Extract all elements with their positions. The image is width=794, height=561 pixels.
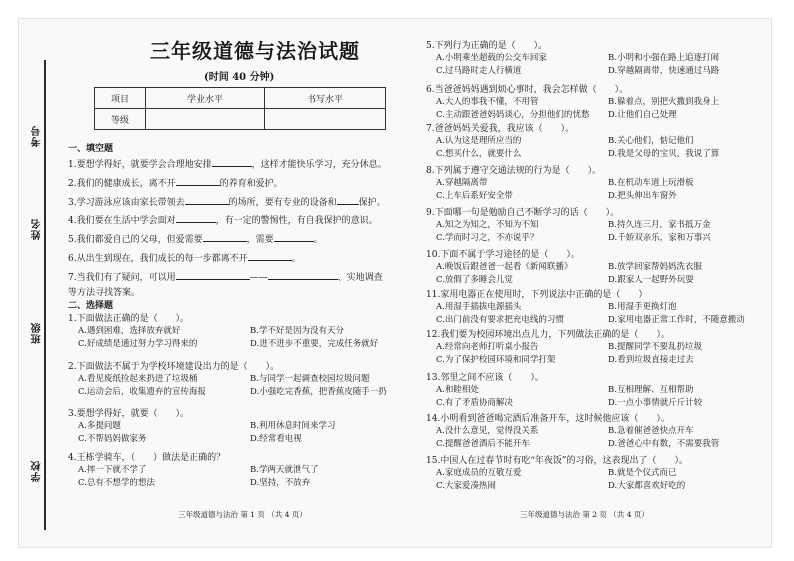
answer-blank[interactable] [274, 232, 314, 242]
answer-blank[interactable] [176, 270, 250, 280]
fill-item-7: 7.当我们有了疑问，可以用 —— 、实地调查 [68, 270, 383, 283]
question-11-stem: 11.家用电器正在使用时，下列说法中正确的是（ ） [426, 290, 648, 300]
question-10-option-a[interactable]: A.晚饭后跟爸爸一起看《新闻联播》 [436, 262, 573, 272]
question-10-option-b[interactable]: B.放学回家帮妈妈洗衣服 [608, 262, 702, 272]
question-2-option-c[interactable]: C.运动会后，收集遗弃的宣传海报 [78, 387, 206, 397]
fill-item-2: 2.我们的健康成长，离不开 的养育和爱护。 [68, 176, 283, 189]
question-5-option-b[interactable]: B.小明和小强在路上追逐打闹 [608, 53, 719, 63]
question-7-option-d[interactable]: D.我是父母的宝贝，我说了算 [608, 149, 720, 159]
answer-blank[interactable] [248, 251, 292, 261]
question-9-option-d[interactable]: D.千娇双亲乐，家和万事兴 [608, 233, 711, 243]
question-2-option-d[interactable]: D.小强吃完香蕉，把香蕉皮随手一扔 [250, 387, 387, 397]
question-11-option-d[interactable]: D.家用电器正常工作时，不随意搬动 [608, 315, 745, 325]
question-8-option-c[interactable]: C.上车后系好安全带 [436, 191, 513, 201]
answer-blank[interactable] [176, 176, 220, 186]
answer-blank[interactable] [176, 213, 216, 223]
question-6-option-b[interactable]: B.躲着点，别把火撒到我身上 [608, 97, 719, 107]
fill-item-5: 5.我们都爱自己的父母，但爱需要 ，需要 。 [68, 232, 323, 245]
question-11-option-c[interactable]: C.出门前没有要求把充电线的习惯 [436, 315, 564, 325]
question-10-option-d[interactable]: D.跟家人一起野外玩耍 [608, 275, 694, 285]
fill-item-6: 6.从出生到现在，我们成长的每一步都离不开 。 [68, 251, 301, 264]
question-14-option-c[interactable]: C.提醒爸爸酒后不能开车 [436, 439, 530, 449]
question-4-stem: 4.王栋学骑车，（ ）做法是正确的？ [68, 453, 226, 463]
grade-table [94, 87, 386, 130]
question-4-option-c[interactable]: C.总有不想学的想法 [78, 478, 155, 488]
answer-blank[interactable] [203, 232, 247, 242]
question-13-option-c[interactable]: C.有了矛盾协商解决 [436, 398, 513, 408]
question-15-option-d[interactable]: D.大家都喜欢好吃的 [608, 481, 686, 491]
grade-academic-cell[interactable] [146, 109, 265, 130]
question-1-option-a[interactable]: A.遇到困难，选择放弃就好 [78, 326, 181, 336]
grade-row-label: 等级 [95, 109, 146, 130]
question-12-stem: 12.我们要为校园环境出点儿力，下列做法正确的是（ ）。 [426, 330, 670, 340]
question-14-stem: 14.小明看到爸爸喝完酒后准备开车，这时候他应该（ ）。 [426, 414, 670, 424]
question-7-stem: 7.爸爸妈妈关爱我，我应该（ ）。 [426, 124, 575, 134]
question-8-option-a[interactable]: A.穿越隔离带 [436, 178, 488, 188]
question-12-option-b[interactable]: B.提醒同学不要乱扔垃圾 [608, 342, 702, 352]
answer-blank[interactable] [337, 195, 359, 205]
question-7-option-c[interactable]: C.想买什么，就要什么 [436, 149, 522, 159]
grade-header-academic: 学业水平 [146, 88, 265, 109]
question-1-stem: 1.下面做法正确的是（ ）。 [68, 314, 190, 324]
exam-subtitle: (时间 40 分钟) [204, 72, 275, 83]
question-11-option-a[interactable]: A.用湿手插拔电源插头 [436, 302, 522, 312]
question-2-option-a[interactable]: A.看见废纸捡起来扔进了垃圾桶 [78, 374, 198, 384]
question-2-option-b[interactable]: B.与同学一起调查校园垃圾问题 [250, 374, 370, 384]
question-8-stem: 8.下列属于遵守交通法规的行为是（ ）。 [426, 166, 602, 176]
question-12-option-c[interactable]: C.为了保护校园环境和同学打架 [436, 355, 556, 365]
question-6-option-d[interactable]: D.让他们自己处理 [608, 110, 677, 120]
question-15-option-c[interactable]: C.大家爱凑热闹 [436, 481, 496, 491]
question-3-option-b[interactable]: B.利用休息时间来学习 [250, 421, 336, 431]
fill-item-4: 4.我们要在生活中学会面对 ，有一定的警惕性，有自我保护的意识。 [68, 213, 378, 226]
sidebar-label-xingming: 姓名 [32, 218, 43, 240]
grade-header-item: 项目 [95, 88, 146, 109]
question-15-stem: 15.中国人在过春节时有吃“年夜饭”的习俗，这表现出了（ ）。 [426, 456, 689, 466]
question-9-option-b[interactable]: B.持久连三月，家书抵万金 [608, 220, 711, 230]
question-6-option-a[interactable]: A.大人的事我不懂，不用管 [436, 97, 539, 107]
question-14-option-b[interactable]: B.急着催爸爸快点开车 [608, 426, 694, 436]
answer-blank[interactable] [185, 195, 229, 205]
question-8-option-b[interactable]: B.在机动车道上玩滑板 [608, 178, 694, 188]
question-15-option-b[interactable]: B.就是个仪式而已 [608, 468, 677, 478]
question-1-option-c[interactable]: C.好成绩是通过努力学习得来的 [78, 339, 198, 349]
question-4-option-d[interactable]: D.坚持，不放弃 [250, 478, 311, 488]
question-5-stem: 5.下列行为正确的是（ ）。 [426, 41, 548, 51]
question-14-option-d[interactable]: D.爸爸心中有数，不需要我管 [608, 439, 720, 449]
fill-section-title: 一、填空题 [68, 144, 114, 154]
question-7-option-b[interactable]: B.关心他们，惦记他们 [608, 136, 694, 146]
question-13-option-d[interactable]: D.一点小事情就斤斤计较 [608, 398, 703, 408]
grade-header-writing: 书写水平 [265, 88, 386, 109]
answer-blank[interactable] [268, 270, 338, 280]
question-11-option-b[interactable]: B.用湿手更换灯泡 [608, 302, 677, 312]
question-3-option-d[interactable]: D.经常看电视 [250, 434, 302, 444]
question-1-option-b[interactable]: B.学不好是因为没有天分 [250, 326, 344, 336]
page-footer-left: 三年级道德与法治 第 1 页 （共 4 页） [178, 510, 307, 519]
question-2-stem: 2.下面做法不属于为学校环境建设出力的是（ ）。 [68, 362, 280, 372]
question-10-stem: 10.下面不属于学习途径的是（ ）。 [426, 250, 580, 260]
fill-item-3: 3.学习游泳应该由家长带领去 的场所，要有专业的设备和 保护。 [68, 195, 386, 208]
question-6-option-c[interactable]: C.主动跟爸爸妈妈谈心，分担他们的忧愁 [436, 110, 590, 120]
answer-blank[interactable] [212, 157, 252, 167]
question-1-option-d[interactable]: D.进不进步不重要，完成任务就好 [250, 339, 379, 349]
question-14-option-a[interactable]: A.没什么意见，觉得没关系 [436, 426, 539, 436]
question-3-option-a[interactable]: A.多提问题 [78, 421, 121, 431]
question-5-option-c[interactable]: C.过马路时走人行横道 [436, 66, 522, 76]
choice-section-title: 二、选择题 [68, 301, 114, 311]
fill-item-7-cont: 等方法寻找答案。 [68, 288, 141, 298]
question-7-option-a[interactable]: A.认为这是理所应当的 [436, 136, 522, 146]
question-5-option-a[interactable]: A.小明乘坐超载的公交车回家 [436, 53, 547, 63]
sidebar-label-xuexiao: 学校 [32, 460, 43, 482]
question-10-option-c[interactable]: C.放假了多睡会儿觉 [436, 275, 513, 285]
question-12-option-a[interactable]: A.经常向老师打听桌小报告 [436, 342, 539, 352]
question-8-option-d[interactable]: D.把头伸出车窗外 [608, 191, 677, 201]
question-12-option-d[interactable]: D.看到垃圾直接走过去 [608, 355, 694, 365]
sidebar-label-banji: 班级 [32, 322, 43, 344]
question-3-option-c[interactable]: C.不帮妈妈做家务 [78, 434, 147, 444]
question-3-stem: 3.要想学得好，就要（ ）。 [68, 409, 190, 419]
fill-item-1: 1.要想学得好，就要学会合理地安排 ，这样才能快乐学习，充分休息。 [68, 157, 387, 170]
question-6-stem: 6.当爸爸妈妈遇到烦心事时，我会怎样做（ ）。 [426, 85, 629, 95]
question-13-option-a[interactable]: A.和睦相处 [436, 385, 479, 395]
question-9-stem: 9.下面哪一句是勉励自己不断学习的话（ ）。 [426, 208, 620, 218]
sidebar-label-kaohao: 考号 [32, 125, 43, 147]
grade-writing-cell[interactable] [265, 109, 386, 130]
question-9-option-a[interactable]: A.知之为知之，不知为不知 [436, 220, 539, 230]
page-footer-right: 三年级道德与法治 第 2 页 （共 4 页） [520, 510, 649, 519]
question-4-option-a[interactable]: A.摔一下就不学了 [78, 465, 147, 475]
exam-title: 三年级道德与法治试题 [150, 39, 360, 63]
question-13-option-b[interactable]: B.互相理解、互相帮助 [608, 385, 694, 395]
question-5-option-d[interactable]: D.穿越隔离带，快速通过马路 [608, 66, 720, 76]
question-13-stem: 13.邻里之间不应该（ ）。 [426, 373, 544, 383]
question-9-option-c[interactable]: C.学而时习之，不亦说乎？ [436, 233, 539, 243]
question-15-option-a[interactable]: A.家庭成员的互敬互爱 [436, 468, 522, 478]
question-4-option-b[interactable]: B.学两天就泄气了 [250, 465, 319, 475]
